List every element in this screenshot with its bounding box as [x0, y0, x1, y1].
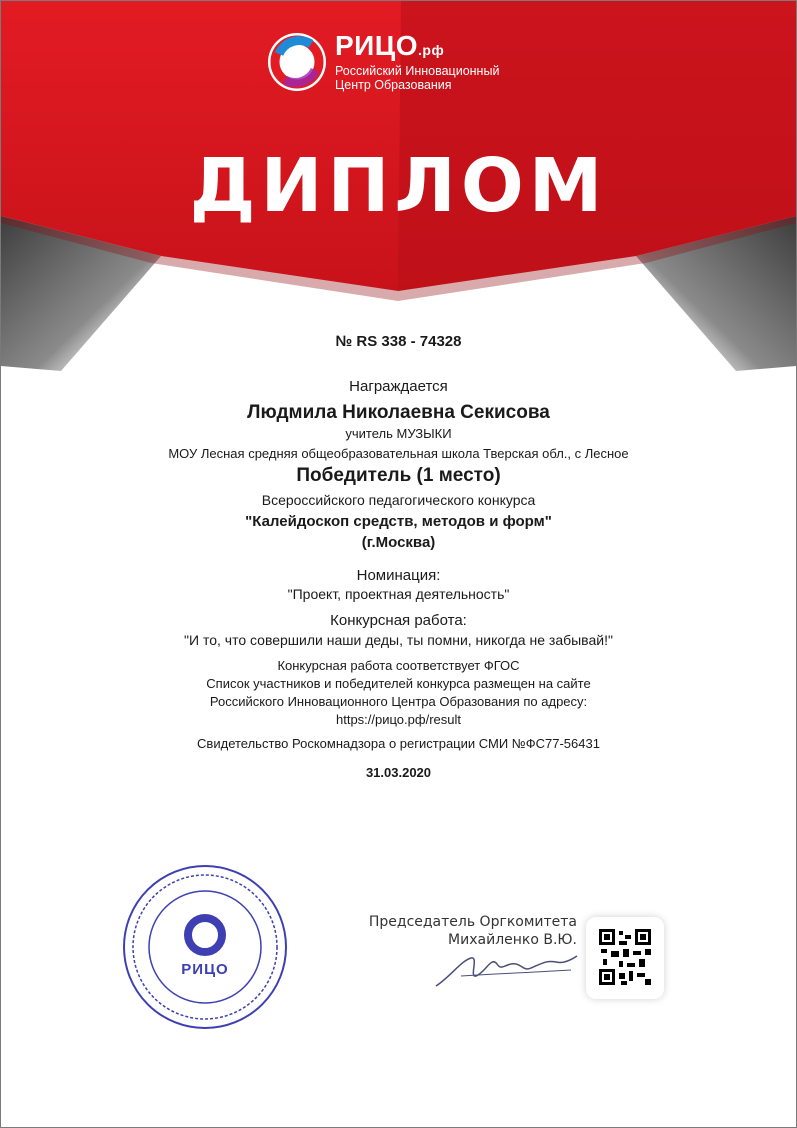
recipient-position: учитель МУЗЫКИ: [345, 426, 452, 441]
results-url: https://рицо.рф/result: [336, 712, 461, 727]
nomination-value: "Проект, проектная деятельность": [287, 586, 510, 602]
diploma-title: ДИПЛОМ: [189, 143, 608, 229]
signature-name: Михайленко В.Ю.: [448, 932, 577, 948]
rico-ring-logo-icon: [267, 32, 327, 92]
work-label: Конкурсная работа:: [330, 612, 467, 629]
contest-type: Всероссийского педагогического конкурса: [261, 492, 536, 508]
result-place: Победитель (1 место): [296, 465, 501, 486]
nomination-label: Номинация:: [356, 567, 441, 584]
list-note-line2: Российского Инновационного Центра Образования по адресу:: [209, 694, 588, 709]
diploma-number: № RS 338 - 74328: [335, 333, 462, 350]
logo: [267, 31, 499, 93]
signature-title: Председатель Оргкомитета: [368, 914, 577, 930]
fgos-note: Конкурсная работа соответствует ФГОС: [277, 658, 520, 673]
qr-code-icon: [599, 929, 651, 985]
recipient-name: Людмила Николаевна Секисова: [247, 402, 550, 423]
logo-subtitle-line2: Центр Образования: [335, 78, 452, 92]
stamp-label: РИЦО: [181, 961, 229, 978]
logo-domain-suffix: .рф: [418, 42, 445, 58]
diploma-date: 31.03.2020: [365, 765, 432, 780]
registration-note: Свидетельство Роскомнадзора о регистрации СМИ №ФС77-56431: [197, 736, 600, 751]
signature-block: [341, 913, 577, 949]
recipient-organization: МОУ Лесная средняя общеобразовательная школа Тверская обл., с Лесное: [168, 446, 629, 461]
logo-brand: РИЦО.рф: [335, 30, 445, 61]
qr-code-card[interactable]: [586, 917, 664, 999]
awarded-label: Награждается: [349, 378, 448, 395]
logo-subtitle-line1: Российский Инновационный: [335, 64, 500, 78]
contest-city: (г.Москва): [361, 534, 436, 551]
round-seal-stamp: [121, 863, 289, 1036]
logo-text: [335, 32, 499, 92]
work-value: "И то, что совершили наши деды, ты помни, никогда не забывай!": [184, 632, 613, 648]
list-note-line1: Список участников и победителей конкурса размещен на сайте: [206, 676, 591, 691]
contest-name: "Калейдоскоп средств, методов и форм": [245, 513, 552, 530]
handwritten-signature-icon: [431, 946, 581, 991]
